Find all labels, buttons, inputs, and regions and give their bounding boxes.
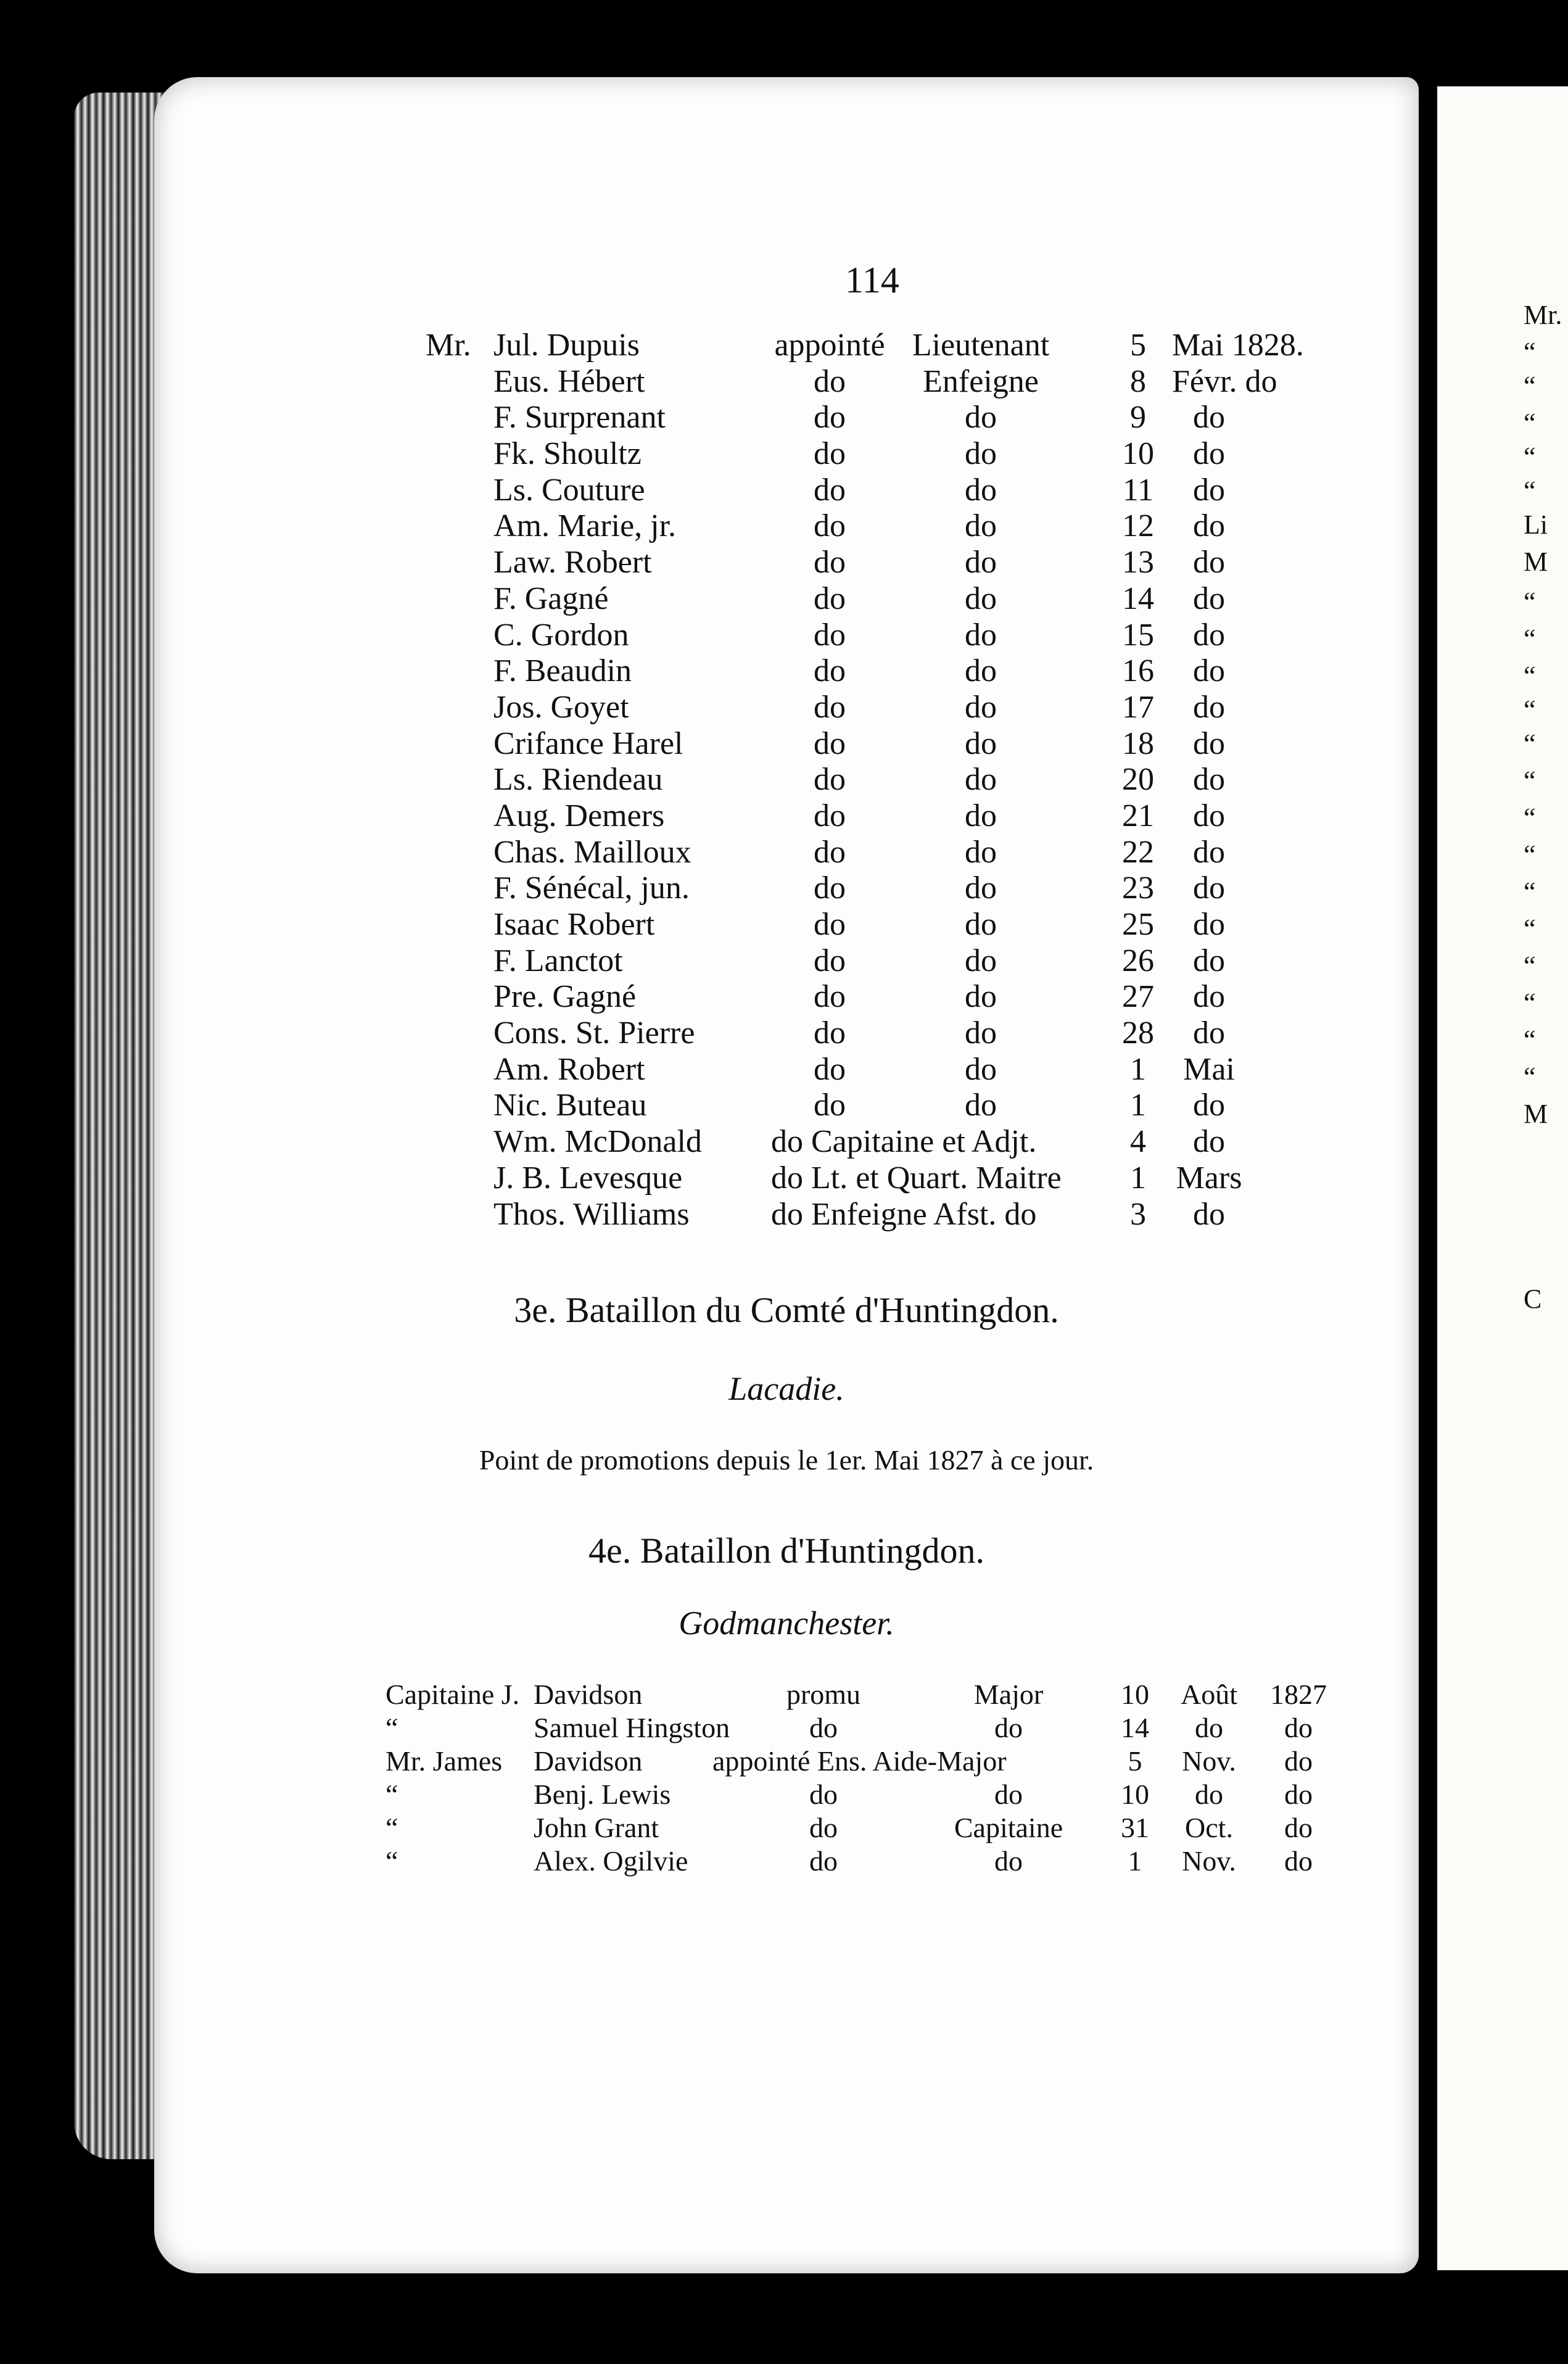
- officer-name: Crifance Harel: [493, 725, 683, 761]
- officer-name: Isaac Robert: [493, 907, 655, 942]
- officer-name: F. Lanctot: [493, 943, 623, 978]
- name-prefix: “: [386, 1712, 398, 1743]
- date-day: 20: [1122, 762, 1154, 798]
- roster-row: [386, 1678, 1348, 1711]
- adjacent-page-text: “: [1524, 766, 1536, 796]
- rank: do: [965, 762, 997, 798]
- date-day: 17: [1122, 689, 1154, 725]
- appointment-action: do: [814, 363, 846, 399]
- date-day: 3: [1130, 1196, 1146, 1232]
- officer-name: F. Beaudin: [493, 653, 632, 689]
- roster-row: [426, 761, 1351, 798]
- rank: do: [965, 907, 997, 942]
- adjacent-page-text: “: [1524, 988, 1536, 1018]
- appointment-action: do: [814, 1088, 846, 1123]
- roster-row: [426, 725, 1351, 762]
- officer-name: F. Gagné: [493, 581, 609, 616]
- rank: do: [965, 545, 997, 581]
- adjacent-page-text: Li: [1524, 510, 1548, 540]
- roster-row: [386, 1845, 1348, 1878]
- adjacent-page-text: “: [1524, 624, 1536, 654]
- battalion-3-note: Point de promotions depuis le 1er. Mai 1827 à ce jour.: [479, 1444, 1094, 1476]
- date-day: 1: [1130, 1051, 1146, 1087]
- date-day: 9: [1130, 400, 1146, 436]
- appointment-action: do: [809, 1812, 838, 1843]
- officer-name: Ls. Couture: [493, 472, 645, 508]
- rank: do: [965, 943, 997, 978]
- date-day: 10: [1121, 1679, 1149, 1710]
- roster-row: [426, 870, 1351, 906]
- rank: Capitaine: [954, 1812, 1063, 1843]
- officer-name: Alex. Ogilvie: [534, 1845, 688, 1877]
- officer-name: Fk. Shoultz: [493, 436, 642, 472]
- officer-name: Aug. Demers: [493, 798, 665, 833]
- appointment-action: do: [814, 870, 846, 906]
- date-day: 26: [1122, 943, 1154, 978]
- date-day: 10: [1122, 436, 1154, 472]
- adjacent-page-text: M: [1524, 547, 1548, 577]
- roster-row: [426, 798, 1351, 834]
- adjacent-page-text: “: [1524, 337, 1536, 367]
- date-month: Août: [1181, 1679, 1237, 1710]
- appointment-action: do: [814, 436, 846, 472]
- appointment-action: do: [814, 581, 846, 616]
- date-day: 31: [1121, 1812, 1149, 1843]
- date-day: 5: [1130, 328, 1146, 363]
- appointment-action: do: [814, 1015, 846, 1051]
- date-month: do: [1193, 400, 1225, 436]
- roster-row: [426, 472, 1351, 508]
- date-day: 25: [1122, 907, 1154, 942]
- date-day: 13: [1122, 545, 1154, 581]
- date-month: do: [1193, 1088, 1225, 1123]
- roster-row: [426, 978, 1351, 1015]
- roster-row: [426, 1123, 1351, 1160]
- date-month: do: [1193, 1196, 1225, 1232]
- name-prefix: Mr. James: [386, 1745, 503, 1777]
- appointment-action: do: [814, 725, 846, 761]
- date-day: 28: [1122, 1015, 1154, 1051]
- rank: do: [965, 581, 997, 616]
- date-day: 27: [1122, 979, 1154, 1015]
- date-month: do: [1195, 1779, 1223, 1810]
- appointment-action: do: [814, 907, 846, 942]
- adjacent-page-text: “: [1524, 587, 1536, 617]
- appointment-rank: appointé Ens. Aide-Major: [712, 1745, 1007, 1777]
- rank: do: [965, 400, 997, 436]
- date-day: 4: [1130, 1124, 1146, 1160]
- date-month: Oct.: [1185, 1812, 1233, 1843]
- date-day: 18: [1122, 725, 1154, 761]
- date-month: do: [1193, 907, 1225, 942]
- date-month: do: [1193, 581, 1225, 616]
- date-day: 8: [1130, 363, 1146, 399]
- roster-row: [426, 399, 1351, 436]
- date-month: do: [1193, 979, 1225, 1015]
- roster-row: [426, 617, 1351, 653]
- appointment-rank: do Lt. et Quart. Maitre: [771, 1160, 1062, 1196]
- date-month: Nov.: [1182, 1845, 1236, 1877]
- rank: Major: [973, 1679, 1044, 1710]
- date-month: Févr. do: [1172, 363, 1277, 399]
- roster-row: [426, 689, 1351, 725]
- date-day: 5: [1128, 1745, 1142, 1777]
- adjacent-page-text: “: [1524, 877, 1536, 907]
- date-day: 14: [1121, 1712, 1149, 1743]
- date-day: 22: [1122, 834, 1154, 870]
- date-month: do: [1193, 617, 1225, 653]
- appointment-action: appointé: [774, 328, 885, 363]
- appointment-action: do: [814, 1051, 846, 1087]
- date-day: 1: [1130, 1088, 1146, 1123]
- date-month: do: [1193, 943, 1225, 978]
- appointment-action: do: [814, 617, 846, 653]
- adjacent-page-text: Mr.: [1524, 300, 1562, 330]
- officer-name: Cons. St. Pierre: [493, 1015, 695, 1051]
- rank: do: [965, 472, 997, 508]
- page-number: 114: [845, 260, 899, 300]
- appointment-action: do: [814, 798, 846, 833]
- date-year: do: [1284, 1812, 1313, 1843]
- roster-row: [426, 1051, 1351, 1088]
- date-day: 1: [1130, 1160, 1146, 1196]
- name-prefix: Capitaine J.: [386, 1679, 520, 1710]
- roster-row: [386, 1745, 1348, 1778]
- rank: do: [965, 979, 997, 1015]
- date-month: do: [1193, 725, 1225, 761]
- appointment-action: do: [814, 689, 846, 725]
- date-month: do: [1193, 545, 1225, 581]
- date-day: 15: [1122, 617, 1154, 653]
- roster-row: [426, 581, 1351, 617]
- officer-roster: [426, 327, 1351, 1232]
- date-month: do: [1193, 653, 1225, 689]
- officer-name: Law. Robert: [493, 545, 652, 581]
- adjacent-page-text: “: [1524, 408, 1536, 438]
- date-month: do: [1193, 870, 1225, 906]
- rank: do: [965, 508, 997, 544]
- date-year: do: [1284, 1712, 1313, 1743]
- rank: do: [994, 1712, 1023, 1743]
- rank: do: [965, 798, 997, 833]
- date-day: 12: [1122, 508, 1154, 544]
- adjacent-page-fragment: [1437, 86, 1568, 2270]
- date-day: 1: [1128, 1845, 1142, 1877]
- officer-name: John Grant: [534, 1812, 659, 1843]
- name-prefix: “: [386, 1812, 398, 1843]
- rank: do: [965, 436, 997, 472]
- appointment-action: do: [814, 653, 846, 689]
- date-month: do: [1193, 472, 1225, 508]
- appointment-rank: do Enfeigne Afst. do: [771, 1196, 1037, 1232]
- rank: do: [994, 1845, 1023, 1877]
- roster-row: [426, 1015, 1351, 1051]
- adjacent-page-text: “: [1524, 803, 1536, 833]
- name-prefix: Mr.: [426, 328, 471, 363]
- appointment-rank: do Capitaine et Adjt.: [771, 1124, 1037, 1160]
- adjacent-page-text: “: [1524, 371, 1536, 401]
- date-month: do: [1193, 436, 1225, 472]
- rank: Enfeigne: [923, 363, 1039, 399]
- battalion-3-place: Lacadie.: [728, 1370, 844, 1407]
- adjacent-page-text: “: [1524, 442, 1536, 472]
- rank: do: [994, 1779, 1023, 1810]
- officer-name: Am. Robert: [493, 1051, 645, 1087]
- officer-name: Chas. Mailloux: [493, 834, 691, 870]
- rank: do: [965, 1051, 997, 1087]
- appointment-action: do: [814, 508, 846, 544]
- date-month: Mai: [1183, 1051, 1235, 1087]
- date-month: do: [1193, 762, 1225, 798]
- officer-name: Pre. Gagné: [493, 979, 637, 1015]
- date-month: do: [1193, 1124, 1225, 1160]
- book-page-edges: [74, 93, 167, 2159]
- appointment-action: promu: [786, 1679, 861, 1710]
- date-year: 1827: [1270, 1679, 1327, 1710]
- adjacent-page-text: “: [1524, 1025, 1536, 1055]
- date-month: do: [1193, 508, 1225, 544]
- officer-name: Jos. Goyet: [493, 689, 629, 725]
- date-month: do: [1195, 1712, 1223, 1743]
- rank: do: [965, 870, 997, 906]
- date-day: 16: [1122, 653, 1154, 689]
- officer-name: Davidson: [534, 1679, 643, 1710]
- date-month: do: [1193, 689, 1225, 725]
- roster-row: [426, 1196, 1351, 1233]
- roster-row: [426, 906, 1351, 943]
- roster-row: [386, 1811, 1348, 1845]
- roster-row: [386, 1778, 1348, 1811]
- date-day: 14: [1122, 581, 1154, 616]
- battalion-4-place: Godmanchester.: [679, 1605, 894, 1642]
- officer-name: Wm. McDonald: [493, 1124, 702, 1160]
- date-day: 10: [1121, 1779, 1149, 1810]
- appointment-action: do: [814, 545, 846, 581]
- roster-row: [426, 436, 1351, 472]
- rank: do: [965, 834, 997, 870]
- date-month: Mars: [1176, 1160, 1242, 1196]
- officer-name: F. Surprenant: [493, 400, 666, 436]
- appointment-action: do: [809, 1779, 838, 1810]
- officer-name: C. Gordon: [493, 617, 629, 653]
- adjacent-page-text: C: [1524, 1284, 1542, 1314]
- adjacent-page-text: “: [1524, 1062, 1536, 1092]
- appointment-action: do: [814, 762, 846, 798]
- adjacent-page-text: M: [1524, 1099, 1548, 1129]
- officer-name: Eus. Hébert: [493, 363, 645, 399]
- date-year: do: [1284, 1745, 1313, 1777]
- roster-row: [426, 653, 1351, 689]
- rank: Lieutenant: [912, 328, 1050, 363]
- adjacent-page-text: “: [1524, 914, 1536, 944]
- date-day: 11: [1122, 472, 1154, 508]
- roster-row: [386, 1711, 1348, 1745]
- date-day: 23: [1122, 870, 1154, 906]
- officer-name: J. B. Levesque: [493, 1160, 683, 1196]
- officer-name: Am. Marie, jr.: [493, 508, 677, 544]
- adjacent-page-text: “: [1524, 951, 1536, 981]
- appointment-action: do: [814, 472, 846, 508]
- roster-row: [426, 943, 1351, 979]
- name-prefix: “: [386, 1779, 398, 1810]
- rank: do: [965, 689, 997, 725]
- officer-name: Ls. Riendeau: [493, 762, 663, 798]
- rank: do: [965, 653, 997, 689]
- battalion-4-title: 4e. Bataillon d'Huntingdon.: [588, 1531, 984, 1571]
- roster-row: [426, 1087, 1351, 1123]
- date-month: do: [1193, 1015, 1225, 1051]
- adjacent-page-text: “: [1524, 840, 1536, 870]
- appointment-action: do: [809, 1712, 838, 1743]
- name-prefix: “: [386, 1845, 398, 1877]
- appointment-action: do: [814, 400, 846, 436]
- appointment-action: do: [814, 943, 846, 978]
- battalion-3-title: 3e. Bataillon du Comté d'Huntingdon.: [514, 1290, 1059, 1330]
- date-year: do: [1284, 1845, 1313, 1877]
- appointment-action: do: [814, 979, 846, 1015]
- adjacent-page-text: “: [1524, 695, 1536, 725]
- battalion-4-roster: [386, 1678, 1348, 1878]
- roster-row: [426, 363, 1351, 400]
- rank: do: [965, 1088, 997, 1123]
- roster-row: [426, 544, 1351, 581]
- officer-name: Samuel Hingston: [534, 1712, 730, 1743]
- rank: do: [965, 725, 997, 761]
- officer-name: Benj. Lewis: [534, 1779, 671, 1810]
- officer-name: Nic. Buteau: [493, 1088, 647, 1123]
- date-day: 21: [1122, 798, 1154, 833]
- date-month: do: [1193, 798, 1225, 833]
- roster-row: [426, 327, 1351, 363]
- officer-name: Thos. Williams: [493, 1196, 690, 1232]
- roster-row: [426, 508, 1351, 544]
- rank: do: [965, 617, 997, 653]
- adjacent-page-text: “: [1524, 661, 1536, 691]
- adjacent-page-text: “: [1524, 729, 1536, 759]
- appointment-action: do: [814, 834, 846, 870]
- officer-name: F. Sénécal, jun.: [493, 870, 690, 906]
- date-month: do: [1193, 834, 1225, 870]
- officer-name: Davidson: [534, 1745, 643, 1777]
- roster-row: [426, 834, 1351, 870]
- date-month: Mai 1828.: [1172, 328, 1304, 363]
- rank: do: [965, 1015, 997, 1051]
- adjacent-page-text: “: [1524, 476, 1536, 506]
- date-month: Nov.: [1182, 1745, 1236, 1777]
- date-year: do: [1284, 1779, 1313, 1810]
- officer-name: Jul. Dupuis: [493, 328, 640, 363]
- roster-row: [426, 1160, 1351, 1196]
- appointment-action: do: [809, 1845, 838, 1877]
